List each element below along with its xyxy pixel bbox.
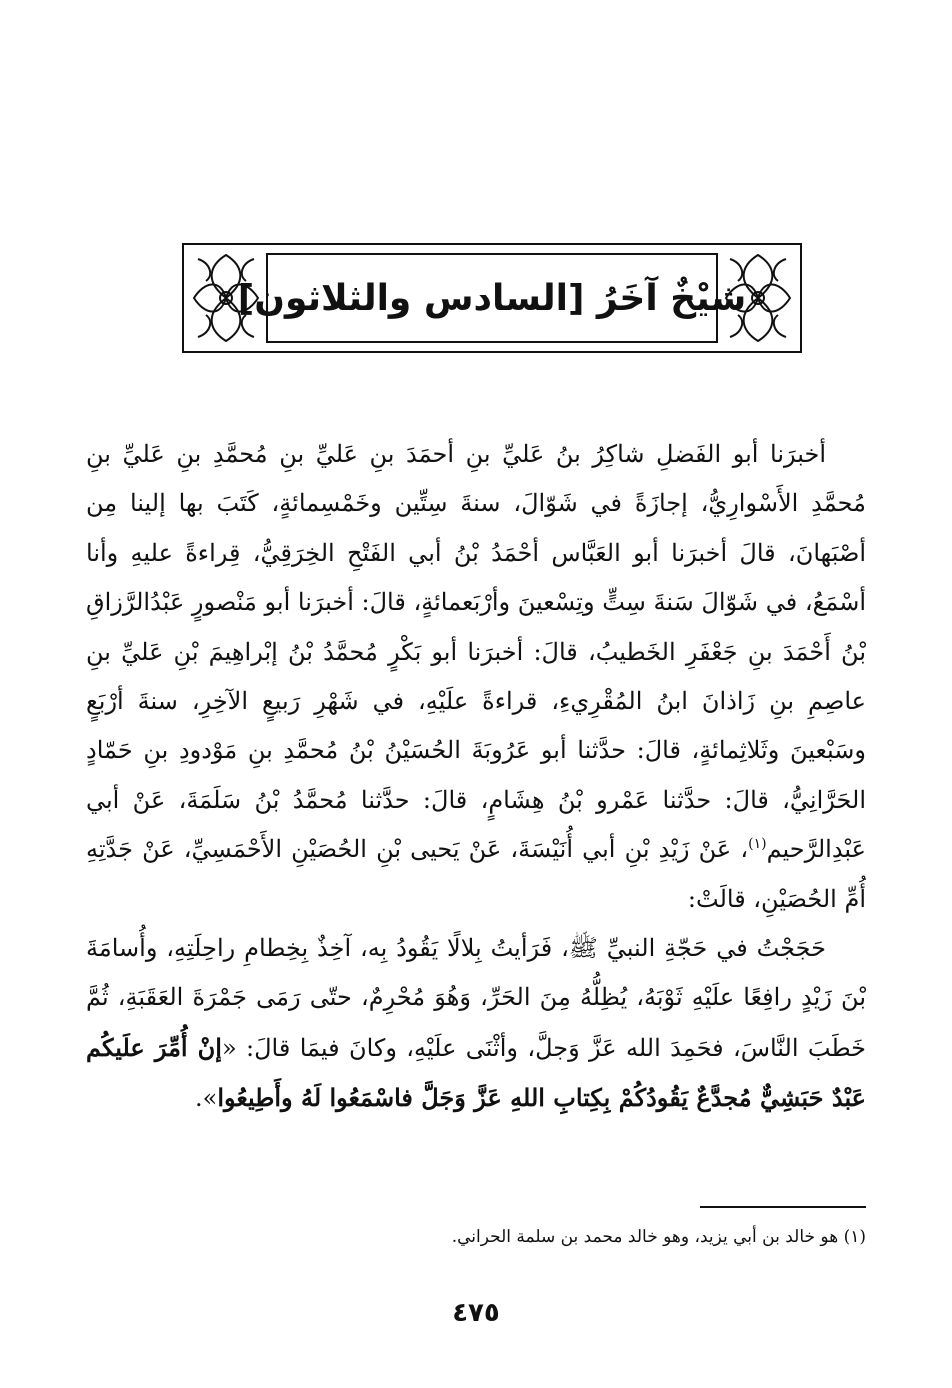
footnote: (١) هو خالد بن أبي يزيد، وهو خالد محمد بن سلمة الحراني.	[451, 1227, 866, 1247]
hadith-paragraph	[86, 924, 866, 1124]
hadith-text: حَجَجْتُ في حَجّةِ النبيِّ ﷺ، فَرَأيتُ بِلالًا يَقُودُ بِه، آخِذٌ بِخِطامِ راحِلَتِهِ، وأُسامَةَ بْنَ زَيْدٍ رافِعًا علَيْهِ ثَوْبَهُ، يُظِلُّهُ مِنَ الحَرِّ، وَهُوَ مُحْرِمٌ، حتّى رَمَى جَمْرَةَ العَقَبَةِ، ثُمَّ خَطَبَ النَّاسَ، فحَمِدَ الله عَزَّ وَجلَّ، وأثْنَى علَيْهِ، وكانَ فيمَا قالَ: «	[86, 934, 866, 1062]
chapter-title-frame	[182, 243, 802, 353]
page-number: ٤٧٥	[452, 1298, 500, 1328]
chapter-title-box	[237, 253, 747, 343]
isnad-paragraph	[86, 430, 866, 924]
footnote-marker: (١)	[748, 836, 767, 853]
quote-end: ».	[195, 1084, 218, 1113]
main-text	[86, 430, 866, 1124]
footnote-divider	[700, 1206, 866, 1208]
prophetic-quote: إنْ أُمِّرَ علَيكُم عَبْدٌ حَبَشِيٌّ مُجدَّعٌ يَقُودُكُمْ بِكِتابِ اللهِ عَزَّ وَجَلَّ فاسْمَعُوا لَهُ وأَطِيعُوا	[86, 1032, 866, 1113]
floral-ornament-icon	[722, 251, 794, 345]
chapter-title: شيْخٌ آخَرُ [السادس والثلاثون]	[237, 277, 747, 319]
paragraph-text: أخبرَنا أبو الفَضلِ شاكِرُ بنُ عَليِّ بنِ أحمَدَ بنِ عَليِّ بنِ مُحمَّدِ بنِ عَليِّ بنِ مُحمَّدِ الأَسْوارِيُّ، إجازَةً في شَوّالَ، سنةَ سِتِّين وخَمْسِمائةٍ، كَتَبَ بها إلينا مِن أصْبَهانَ، قالَ أخبرَنا أبو العَبَّاس أحْمَدُ بْنُ أبي الفَتْحِ الخِرَقِيُّ، قِراءةً عليهِ وأنا أسْمَعُ، في شَوّالَ سَنةَ سِتٍّ وتِسْعينَ وأرْبَعمائةٍ، قالَ: أخبرَنا أبو مَنْصورٍ عَبْدُالرَّزاقِ بْنُ أَحْمَدَ بنِ جَعْفَرِ الخَطيبُ، قالَ: أخبرَنا أبو بَكْرٍ مُحمَّدُ بْنُ إبْراهِيمَ بْنِ عَليِّ بنِ عاصِمِ بنِ زَاذانَ ابنُ المُقْرِيءِ، قراءةً علَيْهِ، في شَهْرِ رَبيعٍ الآخِرِ، سنةَ أرْبَعٍ وسَبْعينَ وثَلاثِمائةٍ، قالَ: حدَّثنا أبو عَرُوبَةَ الحُسَيْنُ بْنُ مُحمَّدِ بنِ مَوْدودِ بنِ حَمّادٍ الحَرَّانِيُّ، قالَ: حدَّثنا عَمْرو بْنُ هِشَامٍ، قالَ: حدَّثنا مُحمَّدُ بْنُ سَلَمَةَ، عَنْ أبي عَبْدِالرَّحيم	[86, 440, 867, 864]
paragraph-text-tail: ، عَنْ زَيْدِ بْنِ أبي أُنَيْسَةَ، عَنْ يَحيى بْنِ الحُصَيْنِ الأَحْمَسِيِّ، عَنْ جَدَّتِهِ أُمِّ الحُصَيْنِ، قالَتْ:	[86, 835, 866, 913]
